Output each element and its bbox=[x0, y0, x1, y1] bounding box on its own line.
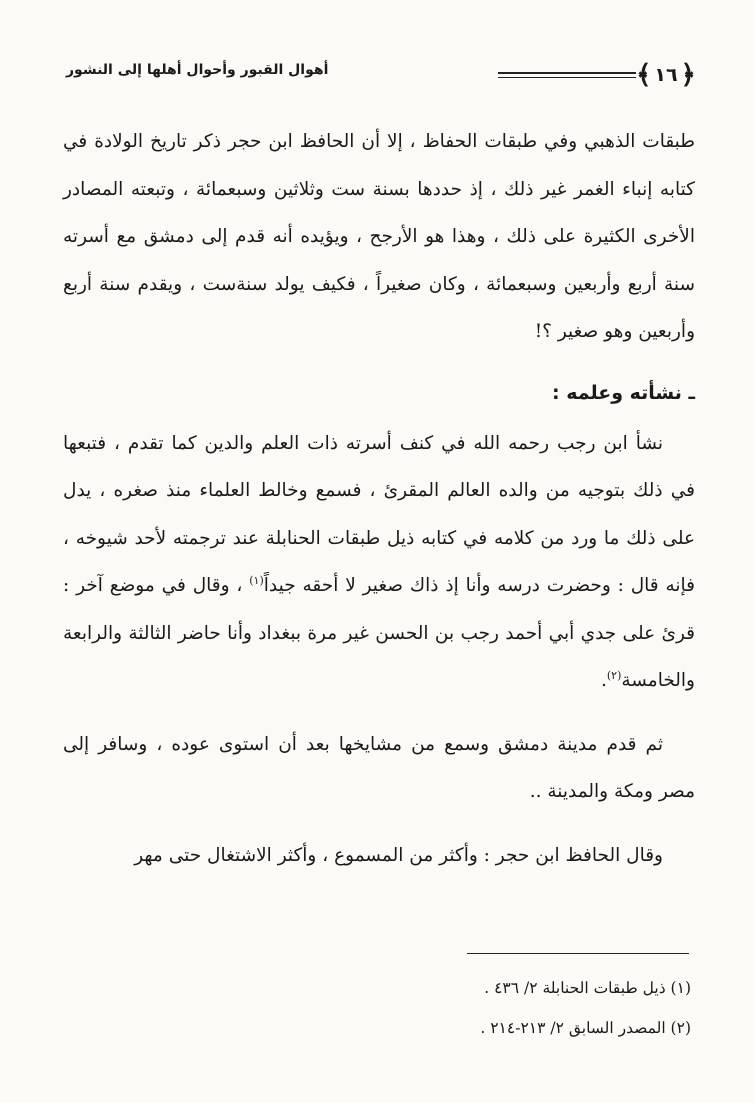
page-number: ١٦ bbox=[654, 64, 678, 86]
paragraph-2 bbox=[63, 420, 695, 705]
section-heading: ـ نشأته وعلمه : bbox=[551, 381, 695, 404]
footnote-divider bbox=[467, 953, 689, 954]
paragraph-2-end: . bbox=[600, 670, 607, 691]
footnote-ref-1[interactable]: (١) bbox=[249, 573, 264, 587]
running-title: أهوال القبور وأحوال أهلها إلى النشور bbox=[66, 62, 329, 78]
right-bracket-icon: ﴾ bbox=[636, 60, 652, 90]
paragraph-1: طبقات الذهبي وفي طبقات الحفاظ ، إلا أن الحافظ ابن حجر ذكر تاريخ الولادة في كتابه إنباء الغمر غير ذلك ، إذ حددها بسنة ست وثلاثين وسبعمائة ، وتبعته المصادر الأخرى الكثيرة على ذلك ، وهذا هو الأرجح ، ويؤيده أنه قدم إلى دمشق مع أسرته سنة أربع وأربعين وسبعمائة ، وكان صغيراً ، فكيف يولد سنةست ، ويقدم سنة أربع وأربعين وهو صغير ؟! bbox=[63, 131, 695, 342]
paragraph-2-text: نشأ ابن رجب رحمه الله في كنف أسرته ذات العلم والدين كما تقدم ، فتبعها في ذلك بتوجيه من والده العالم المقرئ ، فسمع وخالط العلماء منذ صغره ، يدل على ذلك ما ورد من كلامه في كتابه ذيل طبقات الحنابلة عند ترجمته لأحد شيوخه ، فإنه قال : وحضرت درسه وأنا إذ ذاك صغير لا أحقه جيداً bbox=[63, 432, 696, 596]
paragraph-4: وقال الحافظ ابن حجر : وأكثر من المسموع ، وأكثر الاشتغال حتى مهر bbox=[134, 844, 663, 866]
paragraph-2-middle: ، وقال في موضع آخر : قرئ على جدي أبي أحمد رجب بن الحسن غير مرة ببغداد وأنا حاضر الثالثة والرابعة والخامسة bbox=[63, 575, 695, 691]
footnotes bbox=[91, 968, 691, 1048]
page-number-box bbox=[636, 60, 696, 90]
footnote-ref-2[interactable]: (٢) bbox=[606, 668, 622, 682]
main-text bbox=[63, 118, 695, 879]
footnote-1: (١) ذيل طبقات الحنابلة ٢/ ٤٣٦ . bbox=[484, 979, 691, 997]
page-header bbox=[66, 60, 696, 96]
header-rule bbox=[498, 72, 636, 78]
footnote-2: (٢) المصدر السابق ٢/ ٢١٣-٢١٤ . bbox=[480, 1019, 691, 1037]
paragraph-3: ثم قدم مدينة دمشق وسمع من مشايخها بعد أن استوى عوده ، وسافر إلى مصر ومكة والمدينة .. bbox=[63, 733, 695, 802]
left-bracket-icon: ﴿ bbox=[680, 60, 696, 90]
